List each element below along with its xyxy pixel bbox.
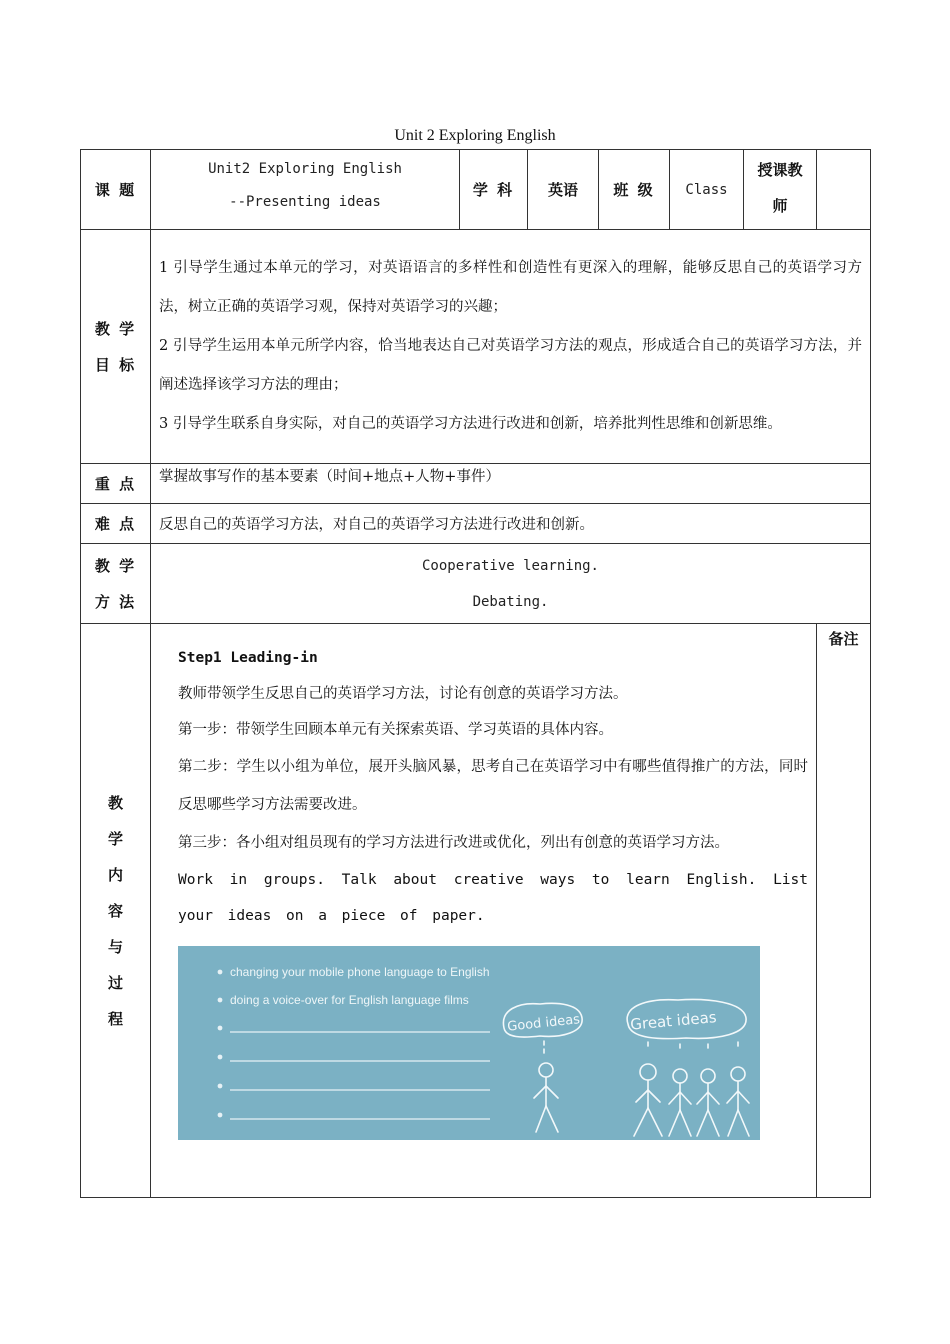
figure-leg xyxy=(738,1110,749,1136)
objective-item: 3 引导学生联系自身实际，对自己的英语学习方法进行改进和创新，培养批判性思维和创新思维。 xyxy=(159,416,782,432)
bullet-dot xyxy=(218,1055,223,1060)
document-title: Unit 2 Exploring English xyxy=(394,127,556,144)
process-paragraph: 第二步：学生以小组为单位，展开头脑风暴，思考自己在英语学习中有哪些值得推广的方法，同时反思哪些学习方法需要改进。 xyxy=(178,759,808,813)
figure-arm xyxy=(680,1092,691,1104)
methods-label-line-1: 教 学 xyxy=(94,556,137,575)
topic-line-1: Unit2 Exploring English xyxy=(208,161,402,177)
figure-head xyxy=(673,1069,687,1083)
blank-lines xyxy=(230,1032,490,1119)
key-point-row xyxy=(81,464,871,504)
methods-cell xyxy=(151,544,871,624)
process-label-char: 教 xyxy=(107,793,123,812)
figure-arm xyxy=(648,1090,660,1102)
teacher-value xyxy=(817,150,871,230)
difficult-point-label: 难 点 xyxy=(81,504,151,544)
bullet-dot xyxy=(218,1026,223,1031)
difficult-point-text: 反思自己的英语学习方法，对自己的英语学习方法进行改进和创新。 xyxy=(151,504,871,544)
process-label-char: 与 xyxy=(107,937,123,956)
teacher-label xyxy=(744,150,817,230)
notes-label: 备注 xyxy=(817,624,871,1198)
figure-leg xyxy=(546,1106,558,1132)
method-item: Debating. xyxy=(472,593,549,610)
figure-leg xyxy=(697,1110,708,1136)
figure-arm xyxy=(697,1092,708,1104)
process-label-char: 学 xyxy=(107,829,123,848)
single-stick-figure xyxy=(534,1063,558,1132)
class-label: 班 级 xyxy=(599,150,670,230)
figure-leg xyxy=(634,1108,648,1136)
figure-head xyxy=(701,1069,715,1083)
figure-leg xyxy=(648,1108,662,1136)
figure-arm xyxy=(546,1086,558,1098)
class-value: Class xyxy=(670,150,744,230)
teacher-label-line-2: 师 xyxy=(772,197,788,215)
process-label-char: 程 xyxy=(107,1009,123,1028)
methods-row xyxy=(81,544,871,624)
method-item: Cooperative learning. xyxy=(421,557,599,574)
topic-line-2: --Presenting ideas xyxy=(229,194,381,210)
figure-arm xyxy=(738,1091,749,1103)
process-paragraph: 教师带领学生反思自己的英语学习方法，讨论有创意的英语学习方法。 xyxy=(178,686,628,702)
process-row xyxy=(81,624,871,1198)
lesson-plan-table xyxy=(80,149,871,1198)
process-label-char: 过 xyxy=(107,973,123,992)
figure-leg xyxy=(728,1110,738,1136)
objectives-label-line-1: 教 学 xyxy=(94,319,137,338)
figure-arm xyxy=(534,1086,546,1098)
illustration-drawing xyxy=(178,946,760,1140)
english-instruction: Work in groups. Talk about creative ways to learn English. List your ideas on a piece of paper. xyxy=(178,872,808,924)
step-title: Step1 Leading-in xyxy=(178,650,318,666)
bullet-text: changing your mobile phone language to English xyxy=(230,965,490,979)
objectives-cell xyxy=(151,230,871,464)
key-point-text: 掌握故事写作的基本要素（时间+地点+人物+事件） xyxy=(151,464,871,504)
figure-leg xyxy=(536,1106,546,1132)
objectives-label xyxy=(81,230,151,464)
figure-head xyxy=(731,1067,745,1081)
figure-leg xyxy=(669,1110,680,1136)
subject-value: 英语 xyxy=(528,150,599,230)
bullet-dot xyxy=(218,998,223,1003)
brainstorm-illustration xyxy=(178,946,760,1140)
good-ideas-text: Good ideas xyxy=(506,1012,581,1035)
process-label-char: 容 xyxy=(107,901,123,920)
topic-cell xyxy=(151,150,460,230)
figure-head xyxy=(539,1063,553,1077)
figure-arm xyxy=(727,1091,738,1103)
methods-label-line-2: 方 法 xyxy=(94,592,137,611)
figure-head xyxy=(640,1064,656,1080)
objectives-label-line-2: 目 标 xyxy=(94,355,137,374)
bullet-dot xyxy=(218,970,223,975)
great-ideas-text: Great ideas xyxy=(629,1008,718,1034)
figure-leg xyxy=(680,1110,691,1136)
objective-item: 1 引导学生通过本单元的学习，对英语语言的多样性和创造性有更深入的理解，能够反思自己的英语学习方法，树立正确的英语学习观，保持对英语学习的兴趣； xyxy=(159,260,862,315)
methods-label xyxy=(81,544,151,624)
difficult-point-row xyxy=(81,504,871,544)
process-label-char: 内 xyxy=(107,865,123,884)
objectives-row xyxy=(81,230,871,464)
key-point-label: 重 点 xyxy=(81,464,151,504)
process-paragraph: 第三步：各小组对组员现有的学习方法进行改进或优化，列出有创意的英语学习方法。 xyxy=(178,835,729,851)
bullet-dots xyxy=(218,970,223,1118)
bullet-text: doing a voice-over for English language films xyxy=(230,993,469,1007)
teacher-label-line-1: 授课教 xyxy=(757,161,803,179)
process-content xyxy=(151,624,817,1198)
topic-label: 课 题 xyxy=(81,150,151,230)
subject-label: 学 科 xyxy=(460,150,528,230)
objective-item: 2 引导学生运用本单元所学内容，恰当地表达自己对英语学习方法的观点，形成适合自己的英语学习方法，并阐述选择该学习方法的理由； xyxy=(159,338,862,393)
header-row xyxy=(81,150,871,230)
bullet-dot xyxy=(218,1084,223,1089)
figure-arm xyxy=(669,1092,680,1104)
process-label xyxy=(81,624,151,1198)
figure-leg xyxy=(708,1110,719,1136)
figure-arm xyxy=(636,1090,648,1102)
process-paragraph: 第一步：带领学生回顾本单元有关探索英语、学习英语的具体内容。 xyxy=(178,722,613,738)
bullet-dot xyxy=(218,1113,223,1118)
figure-arm xyxy=(708,1092,719,1104)
group-stick-figures xyxy=(634,1064,749,1136)
